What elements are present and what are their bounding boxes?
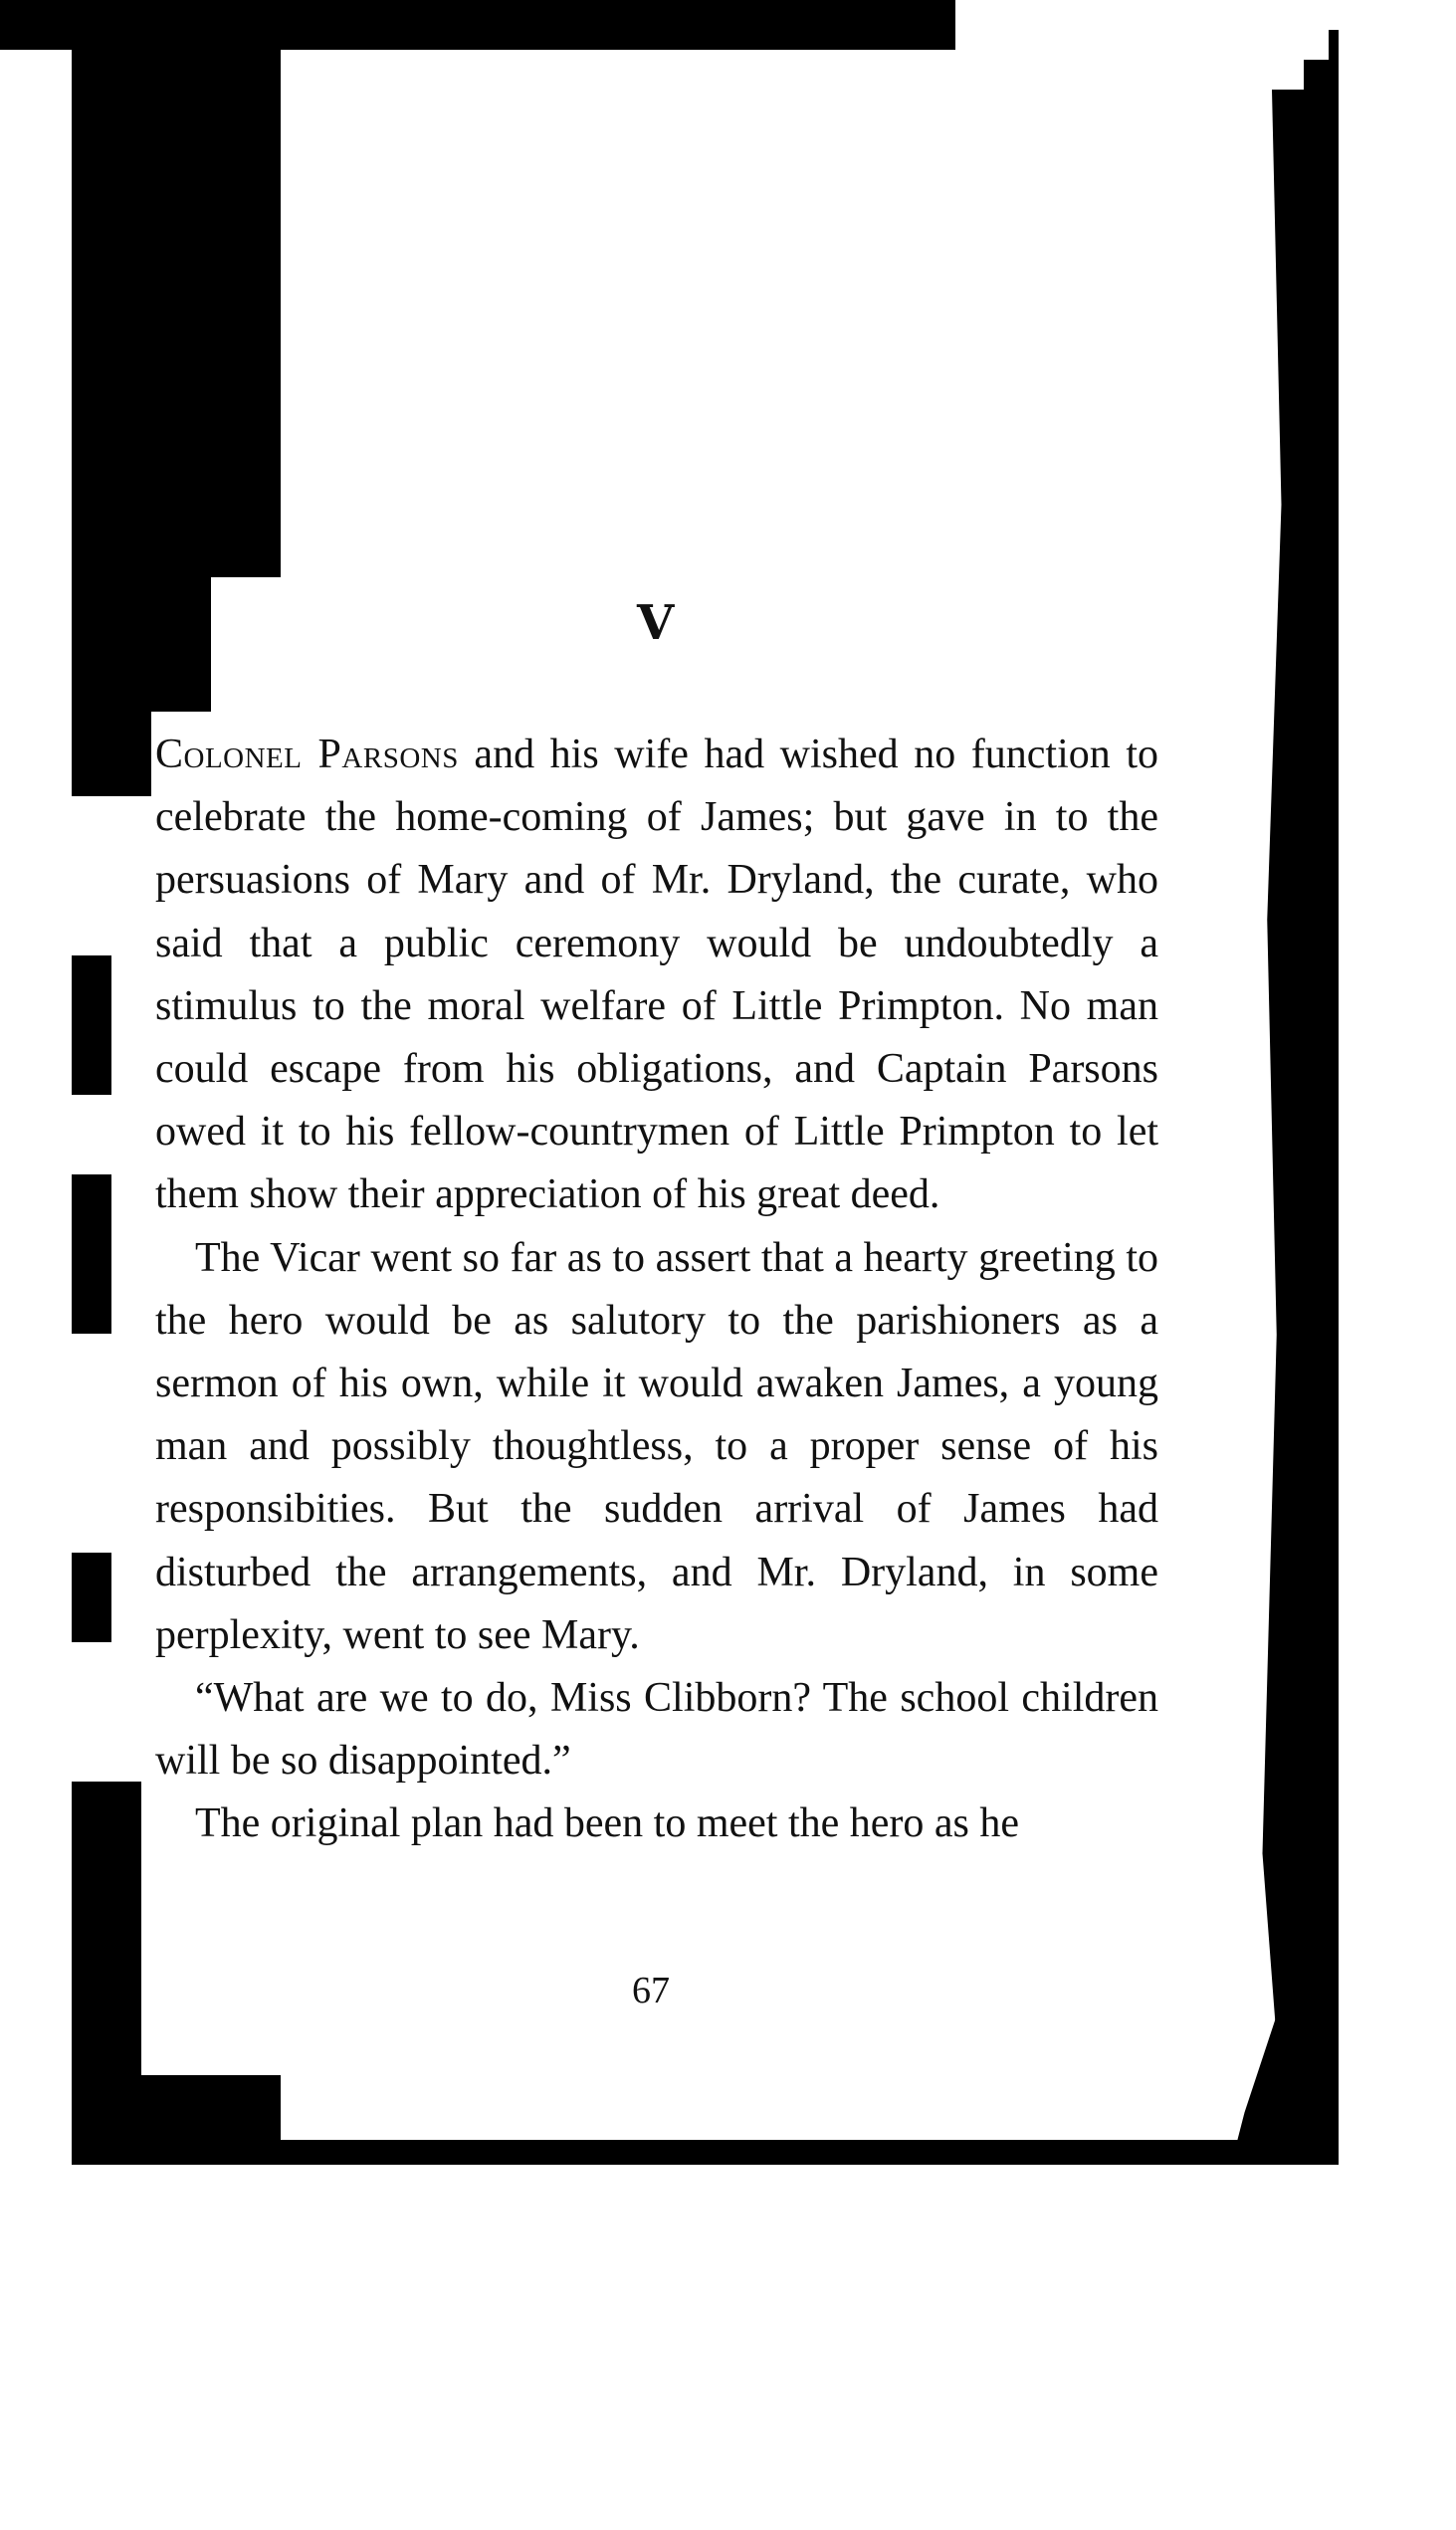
paragraph-1-text: and his wife had wished no function to celebrate the home-coming of James; but gave in to the persuasions of Mary and of Mr. Dryland, the curate, who said that a public ceremony would be undoubtedly a stimulus to the moral welfare of Little Primpton. No man could escape from his obligations, and Captain Parsons owed it to his fellow-countrymen of Little Primpton to let them show their appreciation of his great deed. [155,732,1159,1218]
page-number: 67 [632,1970,670,2011]
paragraph-4: The original plan had been to meet the hero as he [195,1800,1020,1847]
paragraph-1 [155,724,1158,1227]
body-text [155,724,1158,1856]
paragraph-3: “What are we to do, Miss Clibborn? The school children will be so disappointed.” [155,1675,1158,1785]
lead-small-caps: Colonel Parsons [155,732,459,777]
chapter-numeral: V [637,595,675,651]
paragraph-2: The Vicar went so far as to assert that a hearty greeting to the hero would be as salutory to the parishioners as a sermon of his own, while it would awaken James, a young man and possibly thoughtless, to a proper sense of his responsibities. But the sudden arrival of James had disturbed the arrangements, and Mr. Dryland, in some perplexity, went to see Mary. [155,1234,1158,1658]
